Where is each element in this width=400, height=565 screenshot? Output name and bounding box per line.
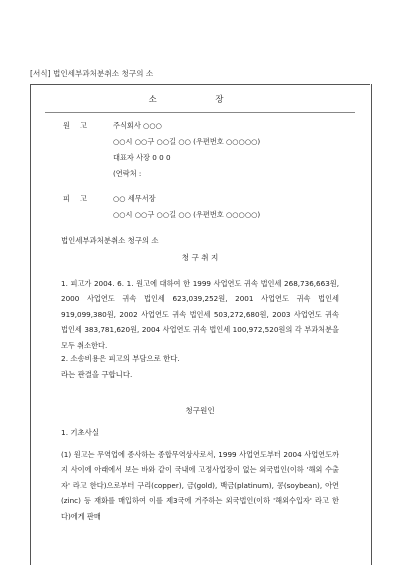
defendant-lines [113,194,260,226]
plaintiff-address: ○○시 ○○구 ○○길 ○○ (우편번호 ○○○○○) [113,137,261,146]
grounds-heading: 청구원인 [185,406,215,415]
case-name: 법인세부과처분취소 청구의 소 [61,236,159,245]
grounds-subheading: 1. 기초사실 [61,428,99,437]
plaintiff-contact: (연락처 : [113,169,142,178]
frame-top-rule [30,84,370,85]
plaintiff-representative: 대표자 사장 0 0 0 [113,153,171,162]
page-title: 소 장 [148,94,252,104]
claims-item-1: 1. 피고가 2004. 6. 1. 원고에 대하여 한 1999 사업연도 귀속 법인세 268,736,663원, 2000 사업연도 귀속 법인세 623,039,252원, 2001 사업연도 귀속 법인세 919,099,380원, 2002 사업연도 귀속 법인세 503,272,680원, 2003 사업연도 귀속 법인세 383,781,620원, 2004 사업연도 귀속 법인세 100,972,520원의 각 부과처분을 모두 취소한다. [61,279,339,350]
title-divider [45,112,355,113]
defendant-address: ○○시 ○○구 ○○길 ○○ (우편번호 ○○○○○) [113,210,261,219]
defendant-label: 피 고 [63,194,87,203]
form-tag: [서식] 법인세부과처분취소 청구의 소 [30,69,154,78]
grounds-paragraph-1: (1) 원고는 무역업에 종사하는 종합무역상사로서, 1999 사업연도부터 2004 사업연도까지 사이에 아래에서 보는 바와 같이 국내에 고정사업장이 없는 외국법인(이하 '해외 수출자' 라고 한다)으로부터 구리(copper), 금(gold), 백금(platinum), 콩(soybean), 아연(zinc) 등 재화를 매입하여 이를 제3국에 거주하는 외국법인(이하 '해외수입자' 라고 한다)에게 판매 [61,450,339,521]
plaintiff-name: 주식회사 ○○○ [113,121,162,130]
defendant-name: ○○ 세무서장 [113,194,156,203]
claims-heading: 청 구 취 지 [181,253,219,262]
claims-closing: 라는 판결을 구합니다. [61,370,133,379]
plaintiff-label: 원 고 [63,121,87,130]
claims-item-2: 2. 소송비용은 피고의 부담으로 한다. [61,354,180,363]
plaintiff-lines [113,121,260,185]
